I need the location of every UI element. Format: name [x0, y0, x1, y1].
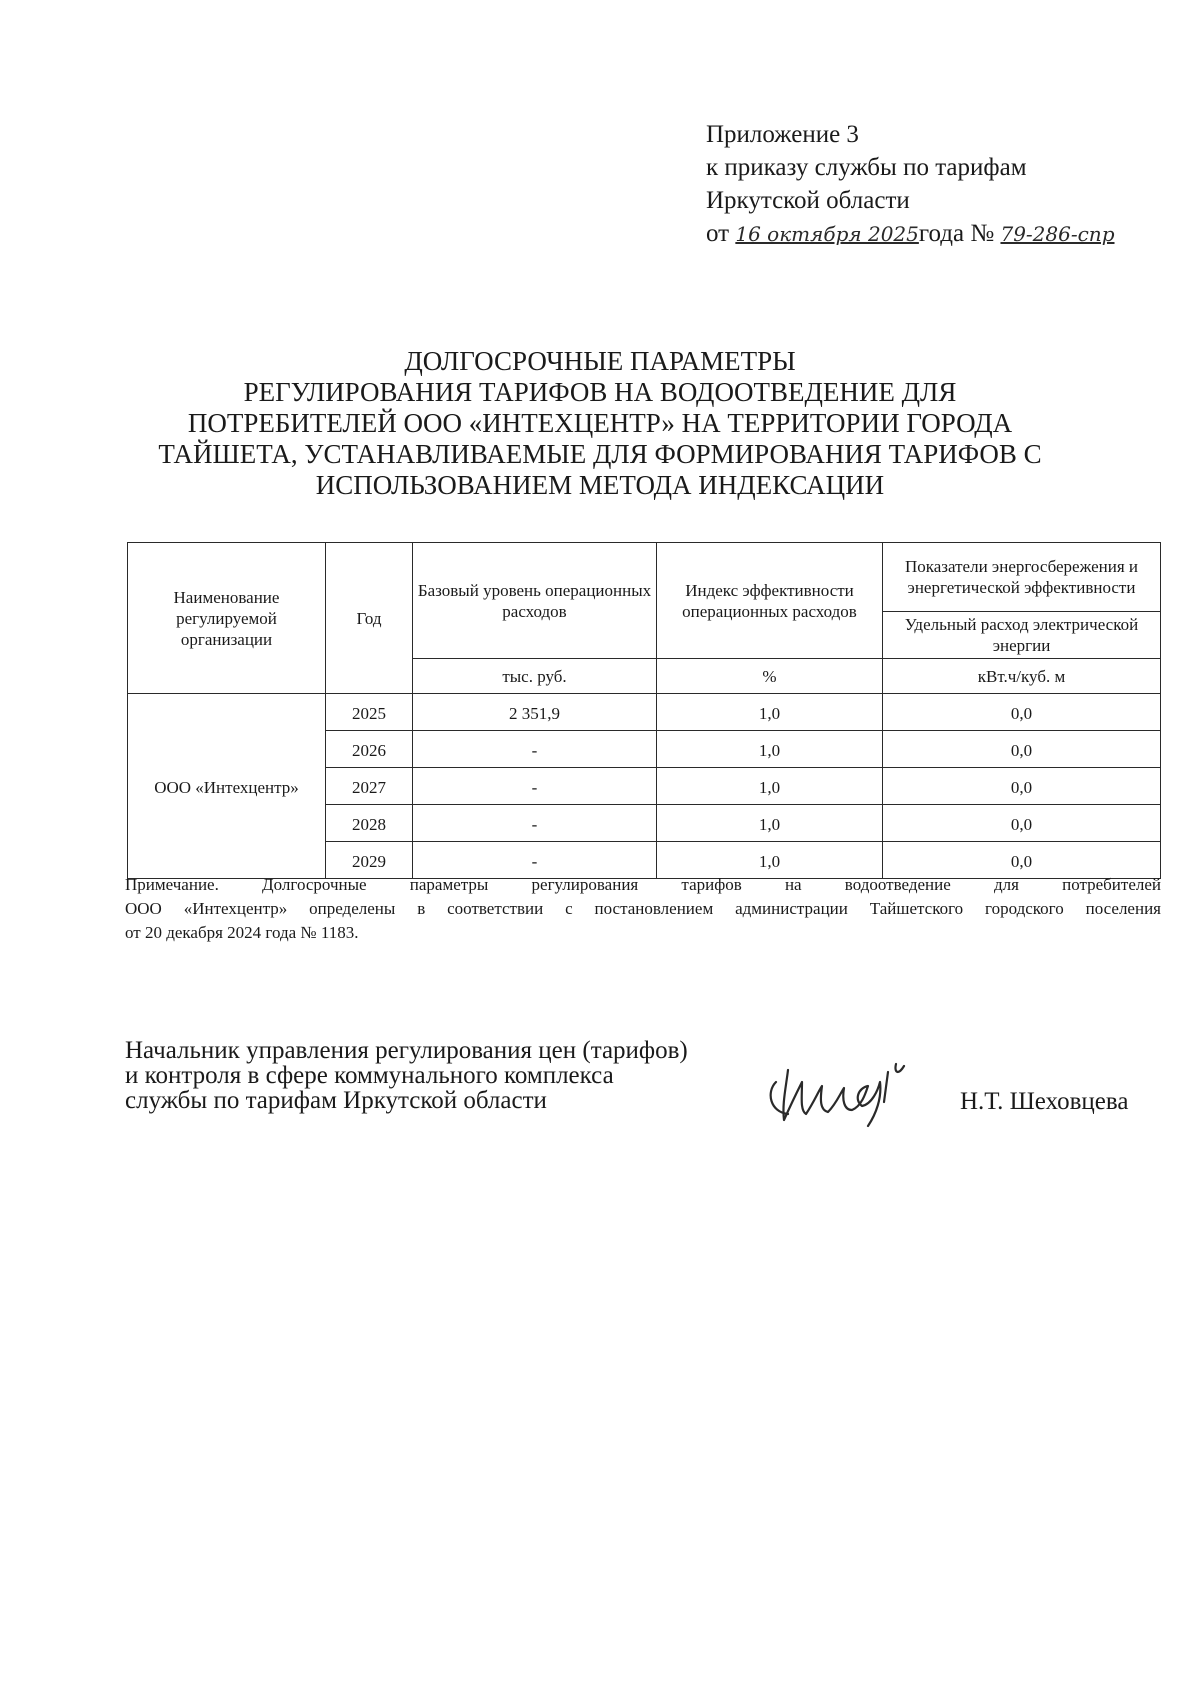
- signature-block: [125, 1038, 688, 1113]
- row-year: 2027: [326, 768, 413, 805]
- signer-position-line-3: службы по тарифам Иркутской области: [125, 1087, 547, 1114]
- row-energy-specific: 0,0: [883, 768, 1161, 805]
- year-label: года №: [918, 220, 995, 247]
- row-base-level: -: [413, 768, 657, 805]
- unit-efficiency-index: %: [657, 659, 883, 694]
- row-year: 2025: [326, 694, 413, 731]
- row-energy-specific: 0,0: [883, 805, 1161, 842]
- row-energy-specific: 0,0: [883, 731, 1161, 768]
- row-year: 2026: [326, 731, 413, 768]
- table-note: [125, 873, 1161, 945]
- row-efficiency-index: 1,0: [657, 842, 883, 879]
- appendix-header: [706, 118, 1115, 251]
- note-line-1: Примечание. Долгосрочные параметры регулирования тарифов на водоотведение для потребителей: [125, 875, 1161, 894]
- header-energy-specific: Удельный расход электрической энергии: [883, 612, 1161, 659]
- organization-name: ООО «Интехцентр»: [128, 694, 326, 879]
- header-energy-group: Показатели энергосбережения и энергетической эффективности: [883, 543, 1161, 612]
- header-efficiency-index: Индекс эффективности операционных расходов: [657, 543, 883, 659]
- header-year: Год: [326, 543, 413, 694]
- header-base-level: Базовый уровень операционных расходов: [413, 543, 657, 659]
- note-line-2: ООО «Интехцентр» определены в соответствии с постановлением администрации Тайшетского городского поселения: [125, 899, 1161, 918]
- handwritten-signature: [758, 1042, 938, 1132]
- row-efficiency-index: 1,0: [657, 768, 883, 805]
- from-label: от: [706, 220, 730, 247]
- appendix-line-1: Приложение 3: [706, 121, 859, 148]
- row-year: 2029: [326, 842, 413, 879]
- row-base-level: -: [413, 731, 657, 768]
- parameters-table: [127, 542, 1161, 879]
- row-efficiency-index: 1,0: [657, 694, 883, 731]
- signer-position-line-1: Начальник управления регулирования цен (тарифов): [125, 1037, 688, 1064]
- unit-energy-specific: кВт.ч/куб. м: [883, 659, 1161, 694]
- handwritten-date: 16 октября 2025: [735, 222, 919, 246]
- signer-position-line-2: и контроля в сфере коммунального комплекса: [125, 1062, 614, 1089]
- appendix-line-2: к приказу службы по тарифам: [706, 154, 1027, 181]
- row-efficiency-index: 1,0: [657, 731, 883, 768]
- row-energy-specific: 0,0: [883, 842, 1161, 879]
- row-year: 2028: [326, 805, 413, 842]
- row-energy-specific: 0,0: [883, 694, 1161, 731]
- title-line-5: ИСПОЛЬЗОВАНИЕМ МЕТОДА ИНДЕКСАЦИИ: [315, 470, 885, 500]
- title-line-3: ПОТРЕБИТЕЛЕЙ ООО «ИНТЕХЦЕНТР» НА ТЕРРИТОРИИ ГОРОДА: [187, 408, 1013, 438]
- title-line-1: ДОЛГОСРОЧНЫЕ ПАРАМЕТРЫ: [404, 346, 796, 376]
- signer-name: Н.Т. Шеховцева: [960, 1088, 1129, 1115]
- appendix-date-line: [706, 217, 1115, 251]
- note-line-3: от 20 декабря 2024 года № 1183.: [125, 923, 359, 942]
- document-title: [150, 346, 1050, 501]
- row-base-level: -: [413, 842, 657, 879]
- row-efficiency-index: 1,0: [657, 805, 883, 842]
- unit-base-level: тыс. руб.: [413, 659, 657, 694]
- header-organization: Наименование регулируемой организации: [128, 543, 326, 694]
- header-row-1: [128, 543, 1161, 612]
- row-base-level: -: [413, 805, 657, 842]
- title-line-2: РЕГУЛИРОВАНИЯ ТАРИФОВ НА ВОДООТВЕДЕНИЕ ДЛЯ: [243, 377, 957, 407]
- handwritten-number: 79-286-спр: [1000, 222, 1115, 246]
- table-row: [128, 694, 1161, 731]
- title-line-4: ТАЙШЕТА, УСТАНАВЛИВАЕМЫЕ ДЛЯ ФОРМИРОВАНИЯ ТАРИФОВ С: [158, 439, 1042, 469]
- row-base-level: 2 351,9: [413, 694, 657, 731]
- appendix-line-3: Иркутской области: [706, 187, 910, 214]
